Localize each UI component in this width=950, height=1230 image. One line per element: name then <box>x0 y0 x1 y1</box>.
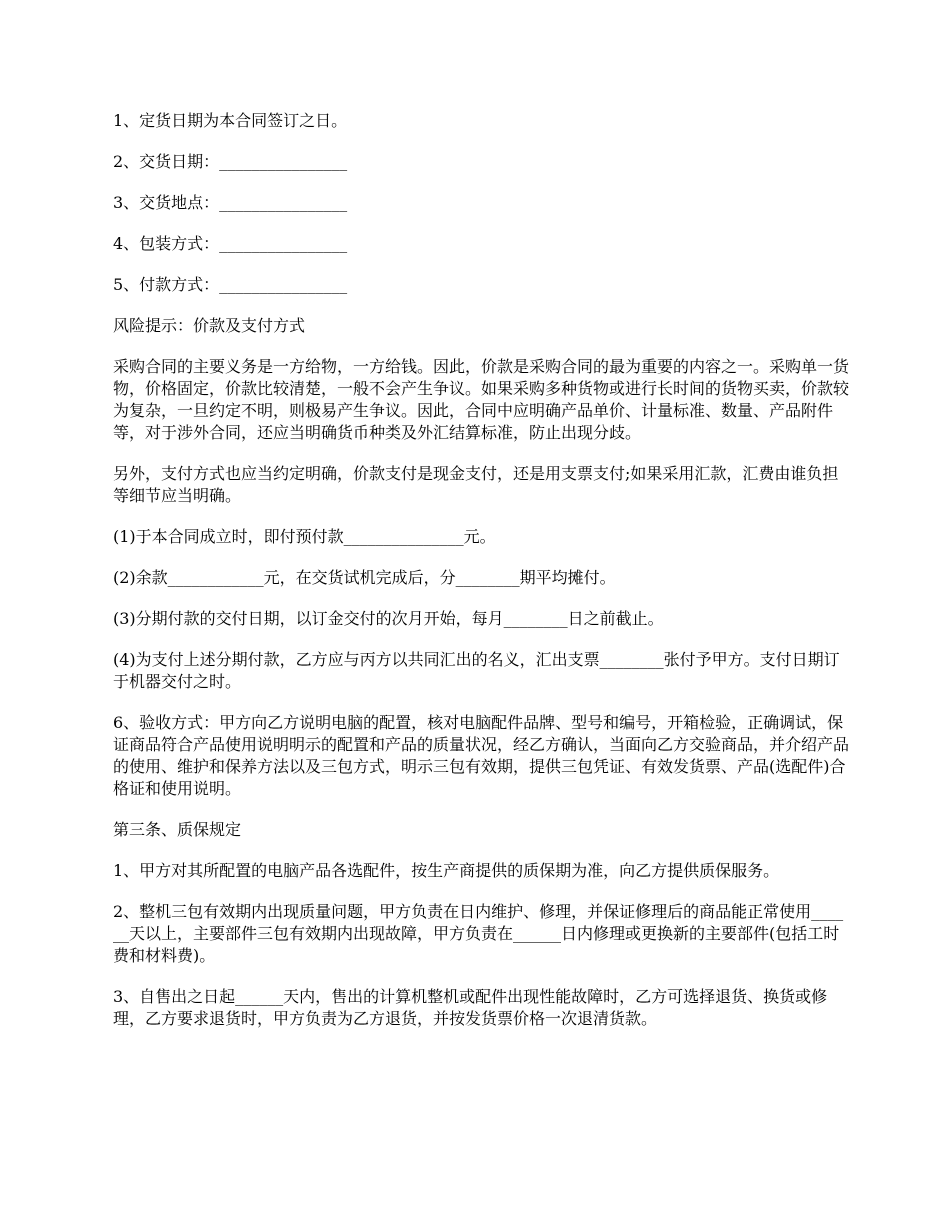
document-body <box>113 110 851 1049</box>
clause-delivery-date: 2、交货日期：________________ <box>113 152 348 171</box>
warranty-clause-3: 3、自售出之日起______天内，售出的计算机整机或配件出现性能故障时，乙方可选择退货、换货或修理，乙方要求退货时，甲方负责为乙方退货，并按发货票价格一次退清货款。 <box>113 987 828 1028</box>
section-heading-warranty: 第三条、质保规定 <box>113 820 242 839</box>
risk-notice-body: 采购合同的主要义务是一方给物，一方给钱。因此，价款是采购合同的最为重要的内容之一。采购单一货物，价格固定，价款比较清楚，一般不会产生争议。如果采购多种货物或进行长时间的货物买卖，价款较为复杂，一旦约定不明，则极易产生争议。因此，合同中应明确产品单价、计量标准、数量、产品附件等，对于涉外合同，还应当明确货币种类及外汇结算标准，防止出现分歧。 <box>113 357 850 442</box>
payment-item-2: (2)余款____________元，在交货试机完成后，分________期平均摊付。 <box>113 568 616 587</box>
clause-packaging: 4、包装方式：________________ <box>113 234 348 253</box>
payment-item-3: (3)分期付款的交付日期，以订金交付的次月开始，每月________日之前截止。 <box>113 609 664 628</box>
payment-item-4: (4)为支付上述分期付款，乙方应与丙方以共同汇出的名义，汇出支票________张付予甲方。支付日期订于机器交付之时。 <box>113 650 840 691</box>
clause-acceptance: 6、验收方式：甲方向乙方说明电脑的配置，核对电脑配件品牌、型号和编号，开箱检验，正确调试，保证商品符合产品使用说明明示的配置和产品的质量状况，经乙方确认，当面向乙方交验商品，并介绍产品的使用、维护和保养方法以及三包方式，明示三包有效期，提供三包凭证、有效发货票、产品(选配件)合格证和使用说明。 <box>113 713 850 798</box>
warranty-clause-2: 2、整机三包有效期内出现质量问题，甲方负责在日内维护、修理，并保证修理后的商品能正常使用______天以上，主要部件三包有效期内出现故障，甲方负责在______日内修理或更换新的主要部件(包括工时费和材料费)。 <box>113 902 844 965</box>
warranty-clause-1: 1、甲方对其所配置的电脑产品各选配件，按生产商提供的质保期为准，向乙方提供质保服务。 <box>113 861 780 880</box>
risk-notice-heading: 风险提示：价款及支付方式 <box>113 316 306 335</box>
clause-order-date: 1、定货日期为本合同签订之日。 <box>113 111 348 130</box>
payment-item-1: (1)于本合同成立时，即付预付款_______________元。 <box>113 527 496 546</box>
clause-delivery-place: 3、交货地点：________________ <box>113 193 348 212</box>
clause-payment-method: 5、付款方式：________________ <box>113 275 348 294</box>
payment-note: 另外，支付方式也应当约定明确，价款支付是现金支付，还是用支票支付;如果采用汇款，汇费由谁负担等细节应当明确。 <box>113 464 839 505</box>
